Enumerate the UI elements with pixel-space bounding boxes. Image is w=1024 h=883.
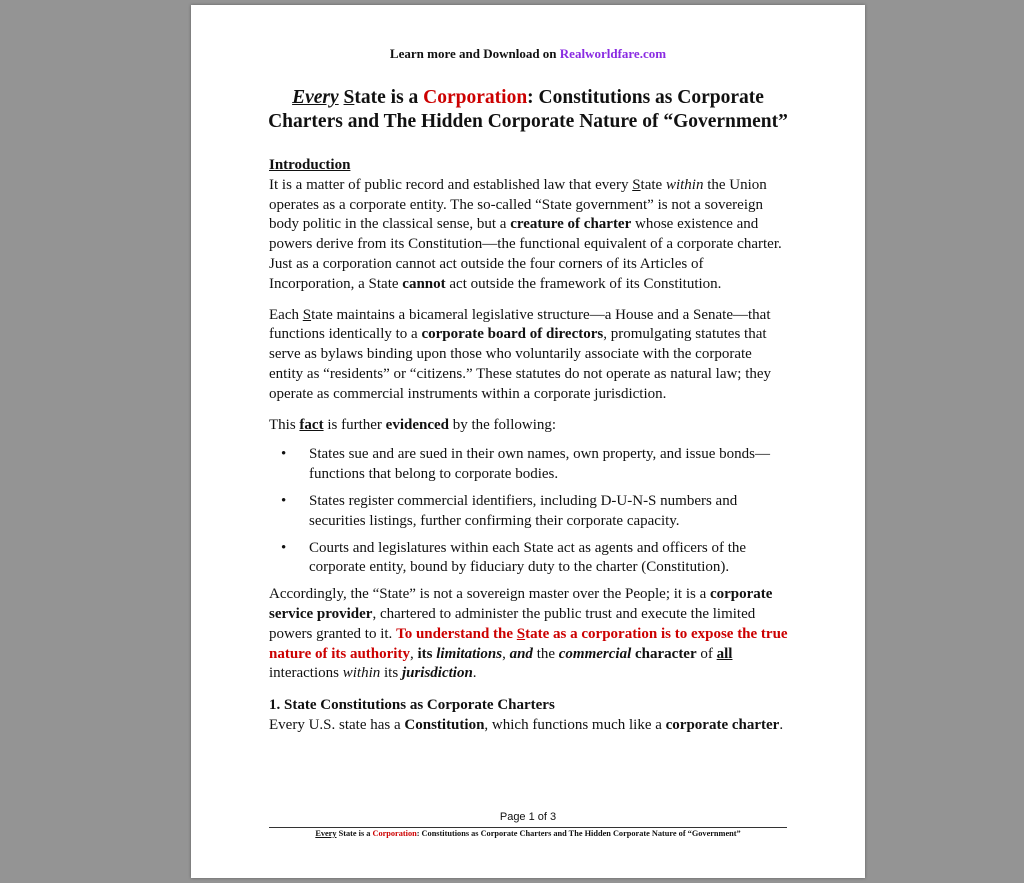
title-corporation: Corporation: [423, 87, 528, 108]
document-page: [191, 5, 865, 878]
title-every: Every: [292, 87, 339, 108]
bullet-icon: •: [281, 446, 287, 463]
list-item: • States sue and are sued in their own names, own property, and issue bonds—functions that belong to corporate bodies.: [281, 446, 771, 483]
intro-paragraph-3: This fact is further evidenced by the following:: [269, 416, 557, 433]
running-footer: Every State is a Corporation: Constitutions as Corporate Charters and The Hidden Corporate Nature of “Government”: [315, 829, 741, 838]
title-line2: Charters and The Hidden Corporate Nature of “Government”: [268, 111, 788, 132]
page-number: Page 1 of 3: [499, 811, 557, 823]
footer-divider: [269, 827, 787, 828]
title-s-letter: S: [343, 87, 355, 108]
title-state-text: tate is a: [354, 87, 424, 108]
list-item: • Courts and legislatures within each State act as agents and officers of the corporate entity, bound by fiduciary duty to the charter (Constitution).: [281, 539, 747, 576]
section-1-paragraph: Every U.S. state has a Constitution, which functions much like a corporate charter.: [269, 716, 784, 733]
download-banner-text: Learn more and Download on: [389, 46, 560, 61]
section-1-heading: 1. State Constitutions as Corporate Charters: [269, 697, 555, 714]
bullet-icon: •: [281, 492, 287, 509]
intro-heading: Introduction: [269, 157, 351, 173]
download-banner: [191, 46, 865, 62]
list-item: • States register commercial identifiers, including D-U-N-S numbers and securities listings, further confirming their corporate capacity.: [281, 492, 738, 529]
evidence-list: [269, 445, 789, 578]
intro-paragraph-4: Accordingly, the “State” is not a sovereign master over the People; it is a corporate service provider, chartered to administer the public trust and execute the limited powers granted to it. To understand the State as a corporation is to expose the true nature of its authority, its limitations, and the commercial character of all interactions within its jurisdiction.: [269, 586, 788, 682]
realworldfare-link[interactable]: Realworldfare.com: [559, 46, 667, 61]
title-line1-rest: : Constitutions as Corporate: [527, 87, 764, 108]
document-title: [231, 86, 825, 134]
intro-paragraph-2: Each State maintains a bicameral legislative structure—a House and a Senate—that functions identically to a corporate board of directors, promulgating statutes that serve as bylaws binding upon those who voluntarily associate with the corporate entity as “residents” or “citizens.” These statutes do not operate as natural law; they operate as commercial instruments within a corporate jurisdiction.: [269, 306, 772, 402]
bullet-icon: •: [281, 539, 287, 556]
document-body: [269, 156, 789, 736]
intro-paragraph-1: It is a matter of public record and established law that every State within the Union operates as a corporate entity. The so-called “State government” is not a sovereign body politic in the classical sense, but a creature of charter whose existence and powers derive from its Constitution—the functional equivalent of a corporate charter. Just as a corporation cannot act outside the four corners of its Articles of Incorporation, a State cannot act outside the framework of its Constitution.: [269, 176, 782, 292]
